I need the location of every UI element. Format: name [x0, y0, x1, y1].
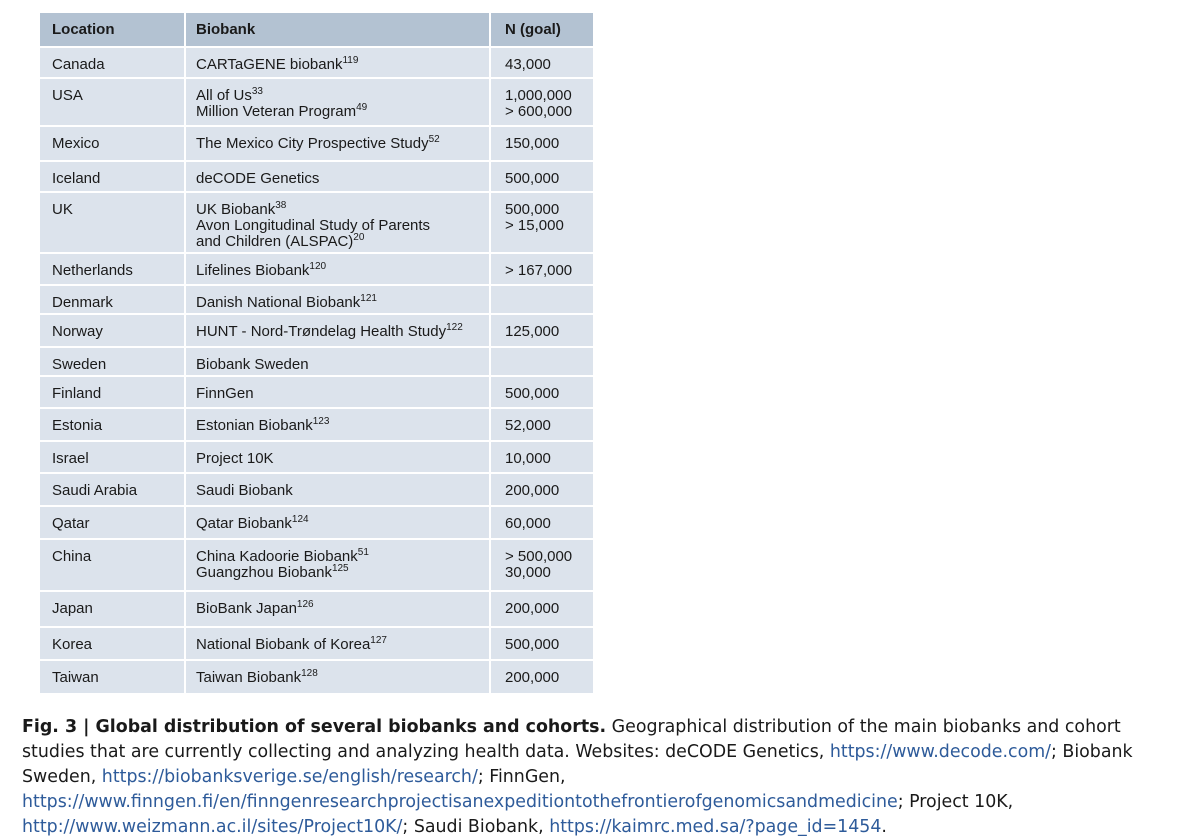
n-goal-cell	[490, 47, 593, 78]
biobank-name	[196, 88, 489, 104]
reference-superscript: 38	[275, 200, 287, 211]
n-goal-cell	[490, 441, 593, 473]
table-body	[40, 47, 593, 693]
biobank-name-text: FinnGen	[196, 385, 254, 402]
biobank-name-text: Taiwan Biobank	[196, 669, 302, 686]
location-cell: Netherlands	[40, 253, 185, 285]
biobank-name-text: HUNT - Nord-Trøndelag Health Study	[196, 323, 447, 340]
n-goal-value: 500,000	[505, 385, 560, 402]
n-goal-value: > 600,000	[505, 103, 573, 120]
table-row	[40, 347, 593, 376]
biobank-name	[196, 136, 489, 152]
location-cell: Saudi Arabia	[40, 473, 185, 506]
n-goal-value: > 167,000	[505, 262, 573, 279]
location-cell: Canada	[40, 47, 185, 78]
caption-site-name: Project 10K	[909, 792, 1008, 812]
biobank-name	[196, 234, 489, 250]
biobank-name-text: UK Biobank	[196, 201, 276, 218]
biobank-name	[196, 218, 489, 234]
header-n-goal: N (goal)	[490, 13, 593, 47]
n-goal-value: 500,000	[505, 636, 560, 653]
header-location: Location	[40, 13, 185, 47]
n-goal-cell	[490, 192, 593, 253]
biobank-name	[196, 601, 489, 617]
n-goal-cell	[490, 660, 593, 693]
biobank-table	[40, 13, 593, 693]
biobank-name-text: Guangzhou Biobank	[196, 564, 332, 581]
n-goal-value: 200,000	[505, 482, 560, 499]
n-goal-cell	[490, 314, 593, 347]
reference-superscript: 33	[251, 86, 263, 97]
reference-superscript: 126	[296, 599, 314, 610]
biobank-name-text: Project 10K	[196, 450, 274, 467]
location-cell: Mexico	[40, 126, 185, 161]
table-row	[40, 441, 593, 473]
biobank-name-text: CARTaGENE biobank	[196, 56, 343, 73]
location-cell: Japan	[40, 591, 185, 627]
biobank-name	[196, 171, 489, 187]
biobank-name-text: Danish National Biobank	[196, 294, 361, 311]
caption-link[interactable]: https://www.finngen.fi/en/finngenresearchprojectisanexpeditiontothefrontierofgenomicsandmedicine	[22, 792, 898, 812]
n-goal-cell	[490, 253, 593, 285]
biobank-cell	[185, 347, 490, 376]
reference-superscript: 125	[331, 563, 349, 574]
caption-site-name: deCODE Genetics	[665, 742, 819, 762]
biobank-name-text: Qatar Biobank	[196, 515, 292, 532]
biobank-name	[196, 670, 489, 686]
n-goal-value: 60,000	[505, 515, 551, 532]
location-cell: Denmark	[40, 285, 185, 314]
biobank-cell	[185, 660, 490, 693]
location-cell: Korea	[40, 627, 185, 660]
reference-superscript: 127	[370, 635, 387, 646]
reference-superscript: 120	[309, 261, 327, 272]
biobank-cell	[185, 441, 490, 473]
n-goal-cell	[490, 285, 593, 314]
location-cell: Finland	[40, 376, 185, 408]
location-cell: UK	[40, 192, 185, 253]
biobank-name-text: China Kadoorie Biobank	[196, 548, 358, 565]
biobank-name	[196, 295, 489, 311]
reference-superscript: 128	[301, 668, 318, 679]
table-row	[40, 506, 593, 539]
n-goal-cell	[490, 78, 593, 126]
biobank-name-text: Avon Longitudinal Study of Parents	[196, 217, 431, 234]
biobank-cell	[185, 539, 490, 591]
figure-caption	[22, 715, 1187, 840]
biobank-name-text: National Biobank of Korea	[196, 636, 371, 653]
biobank-name-text: BioBank Japan	[196, 600, 297, 617]
n-goal-value: > 500,000	[505, 548, 573, 565]
biobank-cell	[185, 126, 490, 161]
n-goal-value: > 15,000	[505, 217, 564, 234]
table-row	[40, 253, 593, 285]
biobank-cell	[185, 408, 490, 441]
n-goal-cell	[490, 376, 593, 408]
table-header-row	[40, 13, 593, 47]
caption-link[interactable]: https://biobanksverige.se/english/research/	[101, 767, 478, 787]
n-goal-value: 125,000	[505, 323, 560, 340]
reference-superscript: 124	[291, 514, 309, 525]
biobank-cell	[185, 47, 490, 78]
table-row	[40, 314, 593, 347]
table-row	[40, 408, 593, 441]
n-goal-value: 43,000	[505, 56, 551, 73]
table-row	[40, 161, 593, 192]
table-row	[40, 126, 593, 161]
biobank-name	[196, 57, 489, 73]
biobank-name-text: The Mexico City Prospective Study	[196, 135, 429, 152]
location-cell: Israel	[40, 441, 185, 473]
n-goal-cell	[490, 506, 593, 539]
biobank-name-text: Million Veteran Program	[196, 103, 357, 120]
reference-superscript: 20	[353, 232, 365, 243]
n-goal-cell	[490, 126, 593, 161]
table-row	[40, 473, 593, 506]
biobank-name-text: Saudi Biobank	[196, 482, 293, 499]
caption-links: deCODE Genetics, https://www.decode.com/; Biobank Sweden, https://biobanksverige.se/english/research/; FinnGen, https://www.finngen.fi/en/finngenresearchprojectisanexpeditiontothefrontierofgenomicsandmedicine; Project 10K, http://www.weizmann.ac.il/sites/Project10K/; Saudi Biobank, https://kaimrc.med.sa/?page_id=1454.	[22, 742, 1133, 837]
biobank-name	[196, 565, 489, 581]
caption-link[interactable]: https://kaimrc.med.sa/?page_id=1454	[549, 817, 882, 837]
table-row	[40, 192, 593, 253]
biobank-cell	[185, 314, 490, 347]
reference-superscript: 121	[360, 293, 377, 304]
biobank-cell	[185, 192, 490, 253]
biobank-name	[196, 483, 489, 499]
biobank-name-text: Biobank Sweden	[196, 356, 309, 373]
biobank-cell	[185, 285, 490, 314]
table-row	[40, 660, 593, 693]
table-row	[40, 627, 593, 660]
location-cell: Iceland	[40, 161, 185, 192]
n-goal-cell	[490, 347, 593, 376]
biobank-cell	[185, 253, 490, 285]
n-goal-value: 52,000	[505, 417, 551, 434]
table-row	[40, 376, 593, 408]
location-cell: USA	[40, 78, 185, 126]
location-cell: Estonia	[40, 408, 185, 441]
biobank-name	[196, 202, 489, 218]
biobank-name	[196, 418, 489, 434]
n-goal-value: 150,000	[505, 135, 560, 152]
biobank-name	[196, 104, 489, 120]
table-row	[40, 285, 593, 314]
table-row	[40, 78, 593, 126]
n-goal-value: 10,000	[505, 450, 551, 467]
biobank-name-text: and Children (ALSPAC)	[196, 233, 354, 250]
location-cell: China	[40, 539, 185, 591]
biobank-cell	[185, 627, 490, 660]
biobank-cell	[185, 376, 490, 408]
n-goal-value: 30,000	[505, 564, 551, 581]
n-goal-value: 500,000	[505, 201, 560, 218]
biobank-cell	[185, 78, 490, 126]
caption-link[interactable]: https://www.decode.com/	[829, 742, 1052, 762]
n-goal-value: 200,000	[505, 669, 560, 686]
biobank-name	[196, 324, 489, 340]
reference-superscript: 51	[357, 547, 369, 558]
biobank-name-text: Estonian Biobank	[196, 417, 313, 434]
caption-link[interactable]: http://www.weizmann.ac.il/sites/Project10K/	[22, 817, 403, 837]
biobank-cell	[185, 506, 490, 539]
n-goal-value: 1,000,000	[505, 87, 572, 104]
n-goal-cell	[490, 627, 593, 660]
biobank-cell	[185, 473, 490, 506]
reference-superscript: 119	[342, 55, 359, 66]
reference-superscript: 122	[446, 322, 463, 333]
location-cell: Taiwan	[40, 660, 185, 693]
n-goal-value: 200,000	[505, 600, 560, 617]
biobank-name-text: Lifelines Biobank	[196, 262, 310, 279]
location-cell: Norway	[40, 314, 185, 347]
biobank-name	[196, 516, 489, 532]
biobank-name-text: All of Us	[196, 87, 252, 104]
biobank-cell	[185, 591, 490, 627]
caption-site-name: Saudi Biobank	[413, 817, 539, 837]
biobank-name	[196, 451, 489, 467]
biobank-name-text: deCODE Genetics	[196, 170, 320, 187]
caption-text: Geographical distribution of the main biobanks and cohort studies that are currently collecting and analyzing health data. Websites:	[22, 717, 1121, 762]
caption-label: Fig. 3 | Global distribution of several biobanks and cohorts.	[22, 717, 607, 737]
location-cell: Sweden	[40, 347, 185, 376]
n-goal-value: 500,000	[505, 170, 560, 187]
n-goal-cell	[490, 591, 593, 627]
biobank-name	[196, 263, 489, 279]
biobank-name	[196, 357, 489, 373]
n-goal-cell	[490, 408, 593, 441]
table-row	[40, 539, 593, 591]
reference-superscript: 123	[312, 416, 330, 427]
biobank-name	[196, 637, 489, 653]
n-goal-cell	[490, 539, 593, 591]
biobank-cell	[185, 161, 490, 192]
header-biobank: Biobank	[185, 13, 490, 47]
n-goal-cell	[490, 473, 593, 506]
caption-site-name: Biobank Sweden	[22, 742, 1133, 787]
reference-superscript: 52	[428, 134, 440, 145]
table-row	[40, 591, 593, 627]
n-goal-cell	[490, 161, 593, 192]
location-cell: Qatar	[40, 506, 185, 539]
table-row	[40, 47, 593, 78]
reference-superscript: 49	[356, 102, 368, 113]
biobank-name	[196, 386, 489, 402]
caption-site-name: FinnGen	[489, 767, 561, 787]
